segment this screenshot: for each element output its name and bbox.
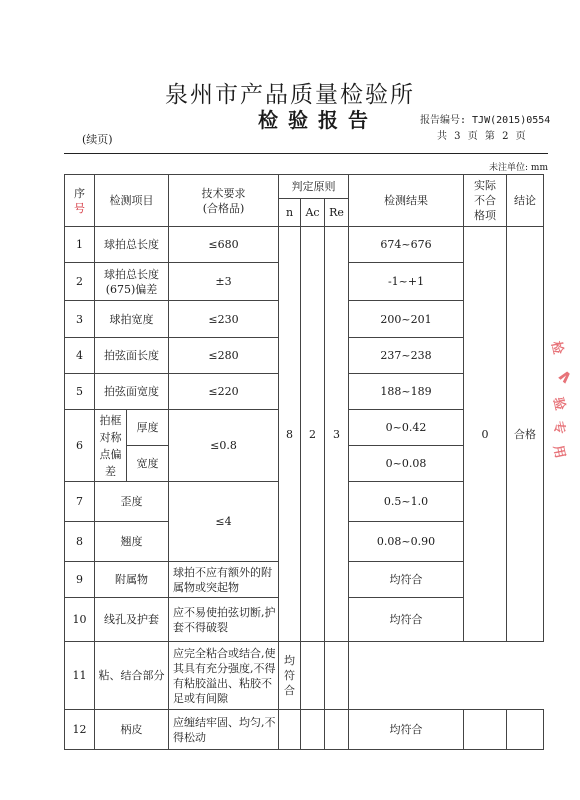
header-result: 检测结果 (349, 175, 464, 227)
institute-title: 泉州市产品质量检验所 (165, 82, 415, 108)
table-row: 7 歪度 ≤4 0.5~1.0 (65, 482, 544, 522)
table-row: 3 球拍宽度 ≤230 200~201 (65, 301, 544, 338)
header-conclusion: 结论 (507, 175, 544, 227)
table-row: 4 拍弦面长度 ≤280 237~238 (65, 338, 544, 374)
inspection-table (64, 174, 544, 750)
header-n: n (279, 199, 301, 227)
table-row: 2 球拍总长度(675)偏差 ±3 -1~+1 (65, 263, 544, 301)
report-number: 报告编号: TJW(2015)0554 (420, 115, 551, 126)
table-row: 11 粘、结合部分 应完全粘合或结合,使其具有充分强度,不得有粘胶溢出、粘胶不足或有间隙 均符合 (65, 642, 544, 710)
unit-note: 未注单位: mm (489, 163, 548, 173)
inspection-seal-stamp (544, 318, 580, 478)
table-row: 6 拍框对称点偏差 厚度 ≤0.8 0~0.42 (65, 410, 544, 446)
table-row: 10 线孔及护套 应不易使拍弦切断,护套不得破裂 均符合 (65, 598, 544, 642)
table-row: 8 翘度 0.08~0.90 (65, 522, 544, 562)
seal-glyph: 用 (549, 443, 568, 460)
table-header-row (65, 175, 544, 199)
shared-ac: 2 (301, 227, 325, 642)
shared-conclusion: 合格 (507, 227, 544, 642)
header-fail-count: 实际 不合 格项 (464, 175, 507, 227)
table-row: 12 柄皮 应缠结牢固、均匀,不得松动 均符合 (65, 710, 544, 750)
seal-glyph: 验 (549, 395, 568, 412)
header-divider (64, 153, 548, 154)
header-judgement-rule: 判定原则 (279, 175, 349, 199)
page-counter: 共 3 页 第 2 页 (437, 131, 528, 142)
seal-glyph: 检 (547, 339, 566, 356)
table-row: 宽度 0~0.08 (65, 446, 544, 482)
seal-glyph: 专 (549, 419, 568, 436)
header-seq: 序 号 (65, 175, 95, 227)
header-re: Re (325, 199, 349, 227)
table-row: 5 拍弦面宽度 ≤220 188~189 (65, 374, 544, 410)
shared-n: 8 (279, 227, 301, 642)
table-row: 1 球拍总长度 ≤680 8 2 3 674~676 0 合格 (65, 227, 544, 263)
continued-label: (续页) (82, 133, 113, 146)
header-requirement: 技术要求 (合格品) (169, 175, 279, 227)
table-row: 9 附属物 球拍不应有额外的附属物或突起物 均符合 (65, 562, 544, 598)
frame-symmetry-label: 拍框对称点偏差 (95, 410, 127, 482)
shared-re: 3 (325, 227, 349, 642)
header-ac: Ac (301, 199, 325, 227)
header-item: 检测项目 (95, 175, 169, 227)
report-subtitle: 检验报告 (258, 108, 378, 132)
seal-mark: ∧ (552, 363, 578, 390)
shared-fail-count: 0 (464, 227, 507, 642)
